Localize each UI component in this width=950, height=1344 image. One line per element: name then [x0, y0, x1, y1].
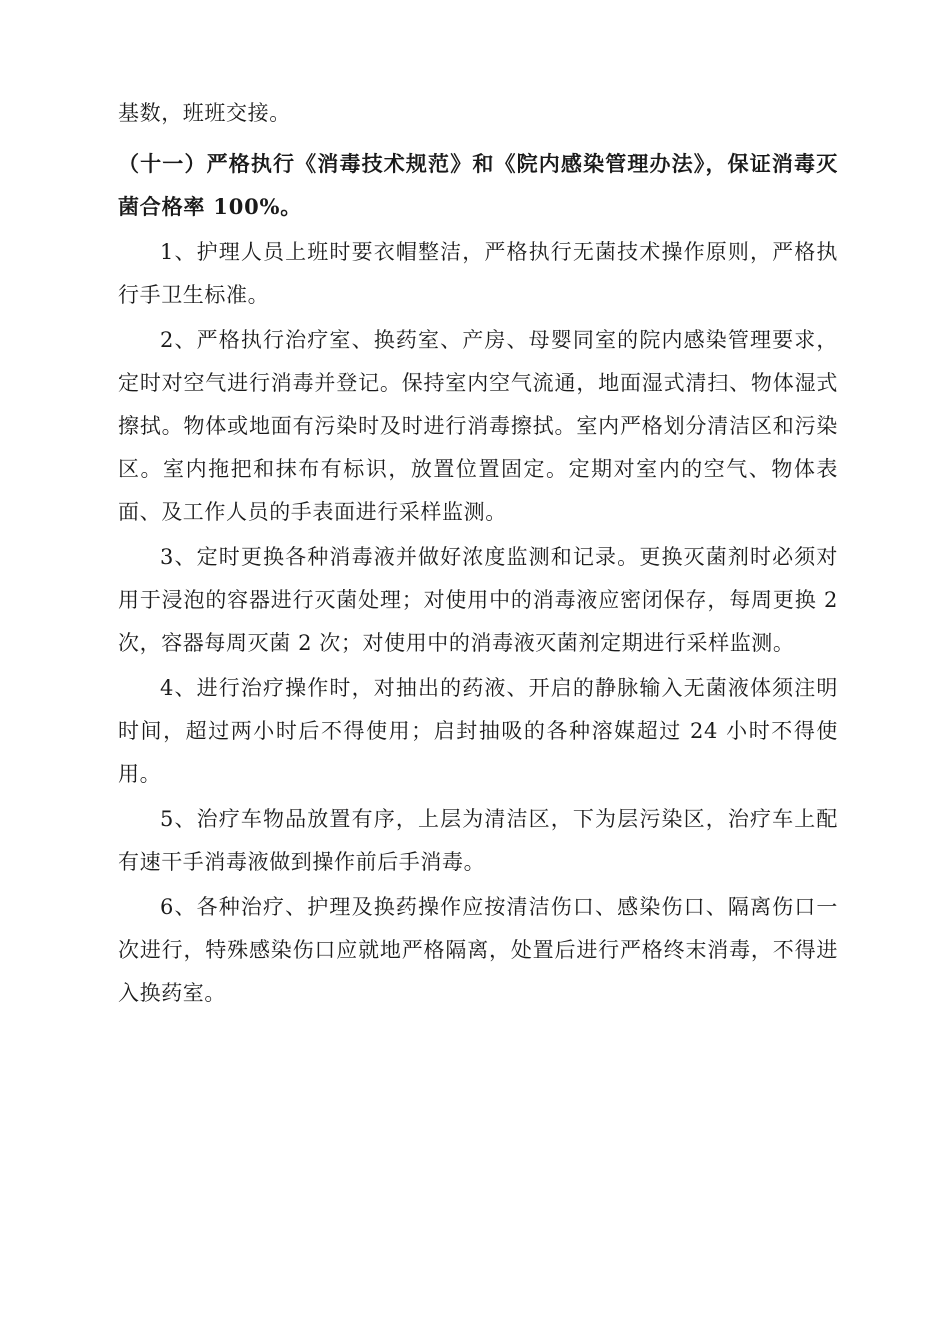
section-heading: （十一）严格执行《消毒技术规范》和《院内感染管理办法》，保证消毒灭菌合格率 100%。 [118, 151, 838, 219]
document-page [118, 92, 838, 1017]
list-item-5: 5、治疗车物品放置有序，上层为清洁区，下为层污染区，治疗车上配有速干手消毒液做到操作前后手消毒。 [118, 807, 838, 874]
list-item-3: 3、定时更换各种消毒液并做好浓度监测和记录。更换灭菌剂时必须对用于浸泡的容器进行灭菌处理；对使用中的消毒液应密闭保存，每周更换 2 次，容器每周灭菌 2 次；对使用中的消毒液灭菌剂定期进行采样监测。 [118, 545, 838, 655]
list-item-1: 1、护理人员上班时要衣帽整洁，严格执行无菌技术操作原则，严格执行手卫生标准。 [118, 240, 838, 307]
list-item-6: 6、各种治疗、护理及换药操作应按清洁伤口、感染伤口、隔离伤口一次进行，特殊感染伤口应就地严格隔离，处置后进行严格终末消毒，不得进入换药室。 [118, 895, 838, 1005]
list-item-4: 4、进行治疗操作时，对抽出的药液、开启的静脉输入无菌液体须注明时间，超过两小时后不得使用；启封抽吸的各种溶媒超过 24 小时不得使用。 [118, 676, 838, 786]
list-item-2: 2、严格执行治疗室、换药室、产房、母婴同室的院内感染管理要求，定时对空气进行消毒并登记。保持室内空气流通，地面湿式清扫、物体湿式擦拭。物体或地面有污染时及时进行消毒擦拭。室内严格划分清洁区和污染区。室内拖把和抹布有标识，放置位置固定。定期对室内的空气、物体表面、及工作人员的手表面进行采样监测。 [118, 328, 838, 524]
continued-paragraph: 基数，班班交接。 [118, 101, 291, 125]
